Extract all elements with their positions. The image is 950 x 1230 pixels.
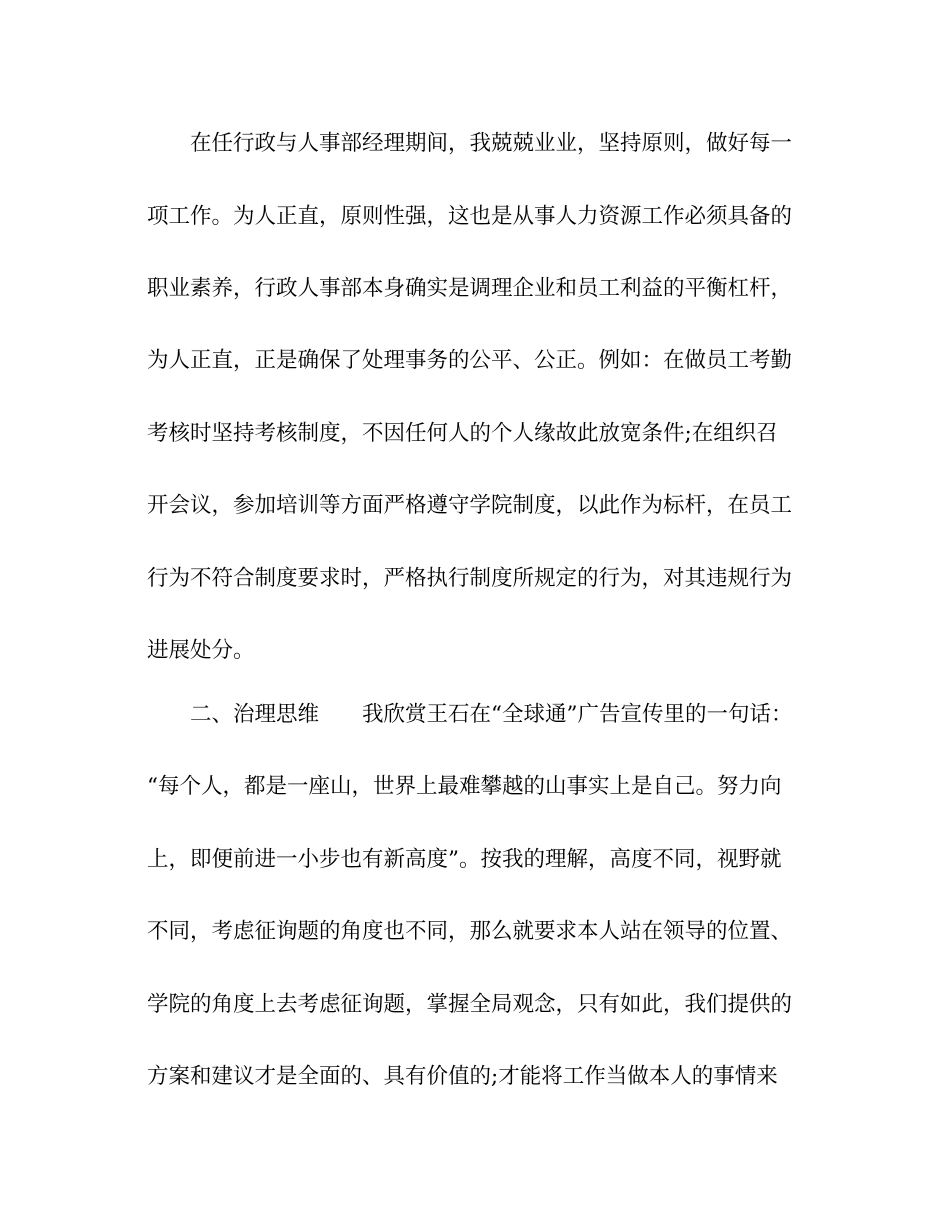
paragraph-line: 行为不符合制度要求时，严格执行制度所规定的行为，对其违规行为 (147, 566, 793, 591)
paragraph-line: 在任行政与人事部经理期间，我兢兢业业，坚持原则，做好每一 (190, 131, 793, 156)
paragraph-line: 考核时坚持考核制度，不因任何人的个人缘故此放宽条件;在组织召 (147, 421, 778, 446)
paragraph-line: 为人正直，正是确保了处理事务的公平、公正。例如：在做员工考勤 (147, 348, 793, 373)
paragraph-line: “每个人，都是一座山，世界上最难攀越的山事实上是自己。努力向 (147, 774, 782, 799)
paragraph-line: 方案和建议才是全面的、具有价值的;才能将工作当做本人的事情来 (147, 1064, 778, 1089)
paragraph-line: 项工作。为人正直，原则性强，这也是从事人力资源工作必须具备的 (147, 204, 793, 229)
section-heading-line: 二、治理思维 我欣赏王石在“全球通”广告宣传里的一句话： (190, 702, 793, 727)
paragraph-line: 学院的角度上去考虑征询题，掌握全局观念，只有如此，我们提供的 (147, 992, 793, 1017)
paragraph-line: 开会议，参加培训等方面严格遵守学院制度，以此作为标杆，在员工 (147, 493, 793, 518)
paragraph-line: 进展处分。 (147, 638, 255, 663)
paragraph-line: 职业素养，行政人事部本身确实是调理企业和员工利益的平衡杠杆， (147, 276, 793, 301)
paragraph-line: 上，即便前进一小步也有新高度”。按我的理解，高度不同，视野就 (147, 847, 782, 872)
paragraph-line: 不同，考虑征询题的角度也不同，那么就要求本人站在领导的位置、 (147, 919, 793, 944)
